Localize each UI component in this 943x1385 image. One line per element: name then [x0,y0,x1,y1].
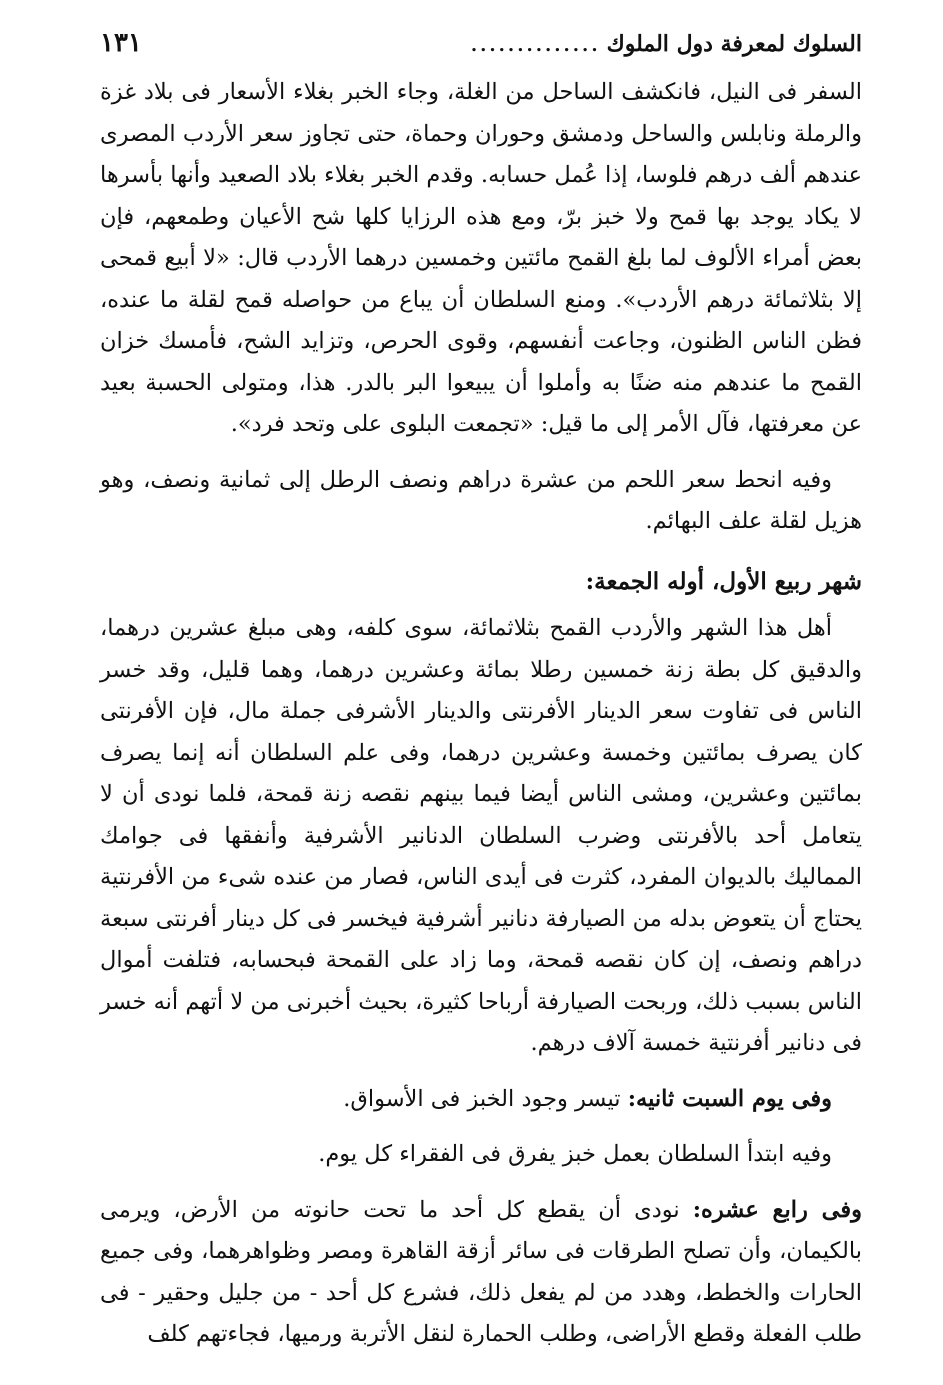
paragraph-text: نودى أن يقطع كل أحد ما تحت حانوته من الأرض، ويرمى بالكيمان، وأن تصلح الطرقات فى سائر أزقة القاهرة ومصر وظواهرهما، وفى جميع الحارات والخطط، وهدد من لم يفعل ذلك، فشرع كل أحد - من جليل وحقير - فى طلب الفعلة وقطع الأراضى، وطلب الحمارة لنقل الأتربة ورميها، فجاءتهم كلف [100,1196,862,1347]
running-header [100,28,862,72]
date-lead-fourteenth: وفى رابع عشره: [692,1196,863,1223]
paragraph-famine-prices: السفر فى النيل، فانكشف الساحل من الغلة، وجاء الخبر بغلاء الأسعار فى بلاد غزة والرملة ونابلس والساحل ودمشق وحوران وحماة، حتى تجاوز سعر الأردب المصرى عندهم ألف درهم فلوسا، إذا عُمل حسابه. وقدم الخبر بغلاء بلاد الصعيد وأنها بأسرها لا يكاد يوجد بها قمح ولا خبز برّ، ومع هذه الرزايا كلها شح الأعيان وطمعهم، فإن بعض أمراء الألوف لما بلغ القمح مائتين وخمسين درهما الأردب قال: «لا أبيع قمحى إلا بثلاثمائة درهم الأردب». ومنع السلطان أن يباع من حواصله قمح لقلة ما عنده، فظن الناس الظنون، وجاعت أنفسهم، وقوى الحرص، وتزايد الشح، فأمسك خزان القمح ما عندهم منه ضنًا به وأملوا أن يبيعوا البر بالدر. هذا، ومتولى الحسبة بعيد عن معرفتها، فآل الأمر إلى ما قيل: «تجمعت البلوى على وتحد فرد». [100,79,862,437]
paragraph-road-works [100,1190,862,1356]
paragraph-text: تيسر وجود الخبز فى الأسواق. [343,1085,628,1112]
section-heading-rabi-al-awwal: شهر ربيع الأول، أوله الجمعة: [585,567,862,595]
paragraph-saturday-bread [100,1079,862,1121]
paragraph-meat-price: وفيه انحط سعر اللحم من عشرة دراهم ونصف الرطل إلى ثمانية ونصف، وهو هزيل لقلة علف البهائم. [100,466,862,534]
paragraph-sultan-bread-alms: وفيه ابتدأ السلطان بعمل خبز يفرق فى الفقراء كل يوم. [318,1141,832,1167]
page-number: ١٣١ [100,28,142,58]
book-title: السلوك لمعرفة دول الملوك [606,31,862,57]
paragraph-currency-exchange: أهل هذا الشهر والأردب القمح بثلاثمائة، سوى كلفه، وهى مبلغ عشرين درهما، والدقيق كل بطة زنة خمسين رطلا بمائة وعشرين درهما، وهما قليل، وقد خسر الناس فى تفاوت سعر الدينار الأفرنتى والدينار الأشرفى جملة مال، فإن الأفرنتى كان يصرف بمائتين وخمسة وعشرين درهما، وفى علم السلطان أنه إنما يصرف بمائتين وعشرين، ومشى الناس أيضا فيما بينهم نقصه زنة قمحة، فلما نودى أن لا يتعامل أحد بالأفرنتى وضرب السلطان الدنانير الأشرفية وأنفقها فى جوامك المماليك بالديوان المفرد، كثرت فى أيدى الناس، فصار من عنده شىء من الأفرنتية يحتاج أن يتعوض بدله من الصيارفة دنانير أشرفية فيخسر فى كل دينار أفرنتى سبعة دراهم ونصف، إن كان نقصه قمحة، وما زاد على القمحة فبحسابه، فتلفت أموال الناس بسبب ذلك، وربحت الصيارفة أرباحا كثيرة، بحيث أخبرنى من لا أتهم أنه خسر فى دنانير أفرنتية خمسة آلاف درهم. [100,615,862,1056]
header-dot-leader: .............. [470,35,601,56]
date-lead-saturday: وفى يوم السبت ثانيه: [627,1085,832,1112]
book-page [100,28,862,1356]
